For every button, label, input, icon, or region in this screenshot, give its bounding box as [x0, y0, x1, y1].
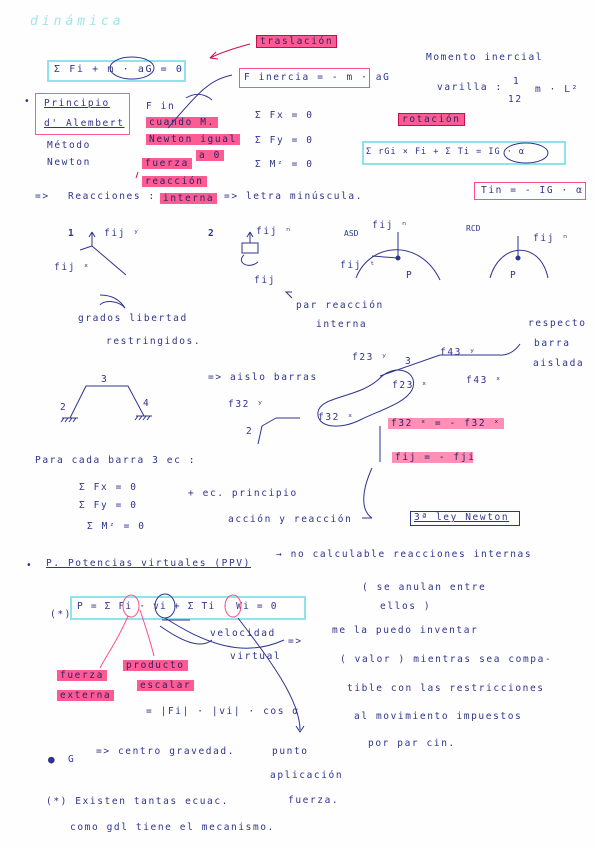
diagram-asd-p: P	[406, 270, 414, 281]
diagram-asd-fij-t: fij ᵗ	[340, 260, 377, 271]
ec-principio-text: + ec. principio	[188, 488, 298, 499]
para-cada-barra-text: Para cada barra 3 ec :	[35, 455, 197, 466]
virtual-text: virtual	[230, 651, 282, 662]
g-label: G	[68, 754, 76, 765]
escalar-label: escalar	[137, 680, 194, 691]
f43y-label: f43 ʸ	[440, 347, 477, 358]
principio-label: Principio	[44, 98, 110, 109]
como-gdl-text: como gdl tiene el mecanismo.	[70, 822, 275, 833]
f32x-label: f32 ˣ	[318, 412, 355, 423]
metodo-label: Método	[47, 140, 91, 151]
frame-sum-fx: Σ Fx = 0	[79, 482, 138, 493]
barra-text: barra	[534, 338, 571, 349]
frame-node-2: 2	[60, 402, 68, 413]
rotation-equation: Σ rGi × Fi + Σ Ti = IG · α	[366, 147, 526, 157]
fuerza-label: fuerza	[142, 158, 192, 169]
frame-sum-mz: Σ Mᶻ = 0	[87, 521, 146, 532]
sum-fy-equation: Σ Fy = 0	[255, 135, 314, 146]
cuando-label: cuando M.	[146, 117, 218, 128]
anulan-text-1: ( se anulan entre	[362, 582, 487, 593]
grados-libertad-text: grados libertad	[78, 313, 188, 324]
g-dot-icon: ●	[48, 753, 57, 766]
diagram-2-number: 2	[208, 228, 216, 239]
fuerza-text: fuerza.	[288, 795, 340, 806]
ppv-bullet: •	[26, 560, 34, 571]
no-calculable-text: → no calculable reacciones internas	[276, 549, 533, 560]
fuerza-externa-label-1: fuerza	[57, 670, 107, 681]
traslacion-label: traslación	[256, 35, 337, 48]
frame-sum-fy: Σ Fy = 0	[79, 500, 138, 511]
newton-label: Newton	[47, 157, 91, 168]
inventar-line-3: tible con las restricciones	[347, 683, 545, 694]
circle-3-label: 3	[405, 356, 413, 367]
velocidad-text: velocidad	[210, 628, 276, 639]
dalembert-label: d' Alembert	[44, 118, 125, 129]
diagram-rcd-label: RCD	[466, 224, 481, 233]
reacciones-arrow: =>	[35, 191, 50, 202]
diagram-asd-label: ASD	[344, 229, 359, 238]
restringidos-text: restringidos.	[106, 336, 202, 347]
inventar-line-5: por par cin.	[368, 738, 456, 749]
page-title: dinámica	[30, 14, 125, 29]
aislo-barras-text: => aislo barras	[208, 372, 318, 383]
reacciones-label: Reacciones :	[68, 191, 156, 202]
letra-minuscula-text: => letra minúscula.	[224, 191, 364, 202]
varilla-rest: m · L²	[535, 84, 579, 95]
inventar-line-1: me la puedo inventar	[332, 625, 479, 636]
aislada-text: aislada	[533, 358, 585, 369]
f23y-label: f23 ʸ	[352, 352, 389, 363]
finercia-equation: F inercia = - m · aG	[244, 72, 391, 83]
diagram-fij-y: fij ʸ	[104, 228, 141, 239]
tercera-ley-text: 3ª ley Newton	[414, 512, 510, 523]
diagram-rcd-p: P	[510, 270, 518, 281]
interna-label: interna	[160, 193, 217, 204]
fuerza-externa-label-2: externa	[57, 690, 114, 701]
varilla-label: varilla :	[437, 82, 503, 93]
ppv-title: P. Potencias virtuales (PPV)	[46, 558, 251, 569]
fin-label: F in	[146, 101, 176, 112]
fij-equality: fij = - fji	[392, 452, 473, 463]
diagram-fij-n: fij ⁿ	[256, 226, 293, 237]
f23x-label: f23 ˣ	[392, 380, 429, 391]
frame-node-3: 3	[101, 374, 109, 385]
ppv-equation: P = Σ Fi · vi + Σ Ti · Wi = 0	[77, 601, 278, 612]
diagram-fij-x: fij ˣ	[54, 262, 91, 273]
diagram-1-number: 1	[68, 228, 76, 239]
circle-2-label: 2	[246, 426, 254, 437]
interna-text: interna	[316, 319, 368, 330]
accion-reaccion-text: acción y reacción	[228, 514, 353, 525]
inventar-line-2: ( valor ) mientras sea compa-	[340, 654, 553, 665]
f32y-label: f32 ʸ	[228, 399, 265, 410]
a0-label: a 0	[196, 150, 224, 161]
rotacion-label: rotación	[398, 113, 465, 126]
f43x-label: f43 ˣ	[466, 375, 503, 386]
ppv-star: (*)	[50, 609, 72, 620]
anulan-text-2: ellos )	[380, 601, 432, 612]
diagram-asd-fij-n: fij ⁿ	[372, 220, 409, 231]
sum-mz-equation: Σ Mᶻ = 0	[255, 159, 314, 170]
frame-node-4: 4	[143, 398, 151, 409]
diagram-fij-t: fij	[254, 275, 276, 286]
punto-text: punto	[272, 746, 309, 757]
diagram-rcd-fij-n: fij ⁿ	[533, 233, 570, 244]
respecto-text: respecto	[528, 318, 587, 329]
ppv-arrow: =>	[288, 636, 303, 647]
varilla-denominator: 12	[508, 94, 523, 105]
par-reaccion-text: par reacción	[296, 300, 384, 311]
momento-inercial-label: Momento inercial	[426, 52, 544, 63]
existen-text: (*) Existen tantas ecuac.	[46, 796, 229, 807]
varilla-numerator: 1	[513, 76, 521, 87]
aplicacion-text: aplicación	[270, 770, 344, 781]
producto-formula: = |Fi| · |vi| · cos α	[146, 706, 300, 717]
producto-label: producto	[123, 660, 188, 671]
bullet: •	[24, 96, 32, 107]
sum-fx-equation: Σ Fx = 0	[255, 110, 314, 121]
inventar-line-4: al movimiento impuestos	[354, 711, 523, 722]
newton-igual-label: Newton igual	[146, 134, 240, 145]
sum-fi-equation: Σ Fi + m · aG = 0	[54, 64, 184, 75]
centro-gravedad-text: => centro gravedad.	[96, 746, 236, 757]
tin-equation: Tin = - IG · α	[481, 185, 584, 196]
f32-equality: f32 ˣ = - f32 ˣ	[388, 418, 504, 429]
reaccion-label: reacción	[142, 176, 207, 187]
